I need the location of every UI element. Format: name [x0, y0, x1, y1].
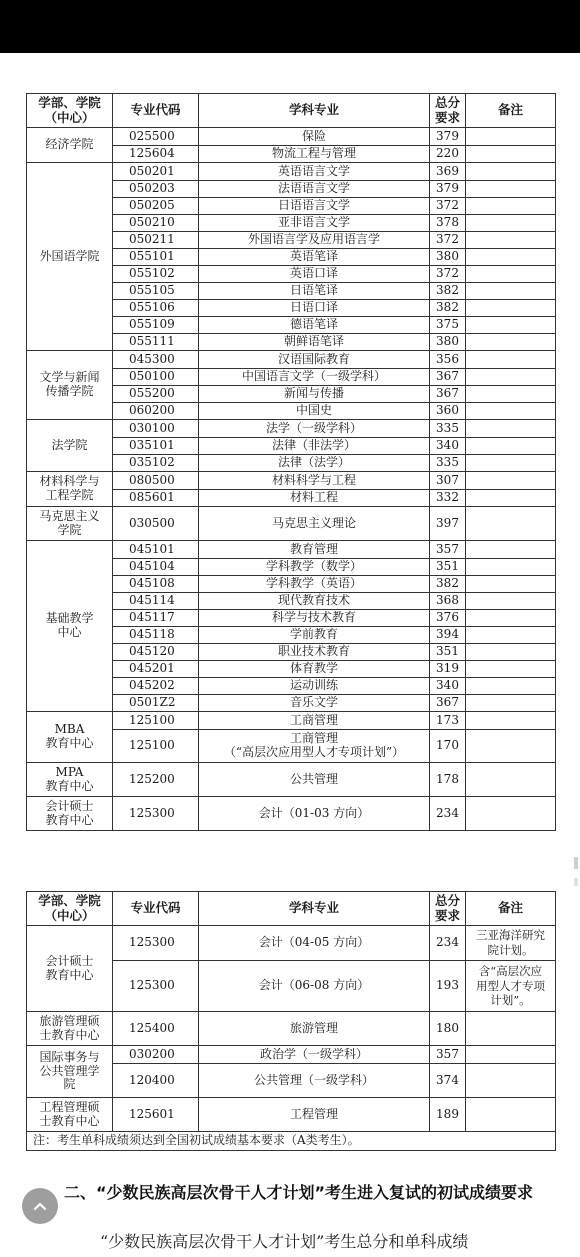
note-cell: [466, 644, 556, 661]
dept-cell: 会计硕士 教育中心: [27, 797, 113, 831]
score-cell: 178: [430, 763, 466, 797]
note-cell: [466, 541, 556, 559]
major-cell: 公共管理: [199, 763, 430, 797]
score-cell: 367: [430, 695, 466, 712]
table-row: [27, 351, 556, 369]
header-note: 备注: [466, 892, 556, 926]
note-cell: [466, 300, 556, 317]
dept-cell: 基础教学 中心: [27, 541, 113, 712]
major-cell: 日语口译: [199, 300, 430, 317]
section-paragraph: “少数民族高层次骨干人才计划”考生总分和单科成绩: [100, 1232, 469, 1251]
major-cell: 体育教学: [199, 661, 430, 678]
note-cell: [466, 146, 556, 163]
code-cell: 055200: [113, 386, 199, 403]
note-cell: [466, 455, 556, 472]
score-cell: 378: [430, 215, 466, 232]
header-major: 学科专业: [199, 892, 430, 926]
major-cell: 材料科学与工程: [199, 472, 430, 490]
major-cell: 旅游管理: [199, 1012, 430, 1046]
note-cell: [466, 1064, 556, 1098]
major-cell: 汉语国际教育: [199, 351, 430, 369]
code-cell: 055101: [113, 249, 199, 266]
code-cell: 045104: [113, 559, 199, 576]
score-cell: 356: [430, 351, 466, 369]
dept-cell: 法学院: [27, 420, 113, 472]
dept-cell: 材料科学与 工程学院: [27, 472, 113, 507]
score-cell: 234: [430, 797, 466, 831]
major-cell: 物流工程与管理: [199, 146, 430, 163]
score-cell: 372: [430, 232, 466, 249]
scroll-indicator-secondary: [574, 878, 578, 886]
major-cell: 会计（01-03 方向）: [199, 797, 430, 831]
note-cell: 三亚海洋研究 院计划。: [466, 926, 556, 961]
score-cell: 376: [430, 610, 466, 627]
note-cell: [466, 163, 556, 181]
note-cell: [466, 490, 556, 507]
note-cell: [466, 507, 556, 541]
note-cell: [466, 627, 556, 644]
note-cell: [466, 266, 556, 283]
code-cell: 080500: [113, 472, 199, 490]
note-cell: [466, 420, 556, 438]
major-cell: 公共管理（一级学科）: [199, 1064, 430, 1098]
score-cell: 234: [430, 926, 466, 961]
score-cell: 340: [430, 438, 466, 455]
header-row: [27, 892, 556, 926]
code-cell: 050210: [113, 215, 199, 232]
major-cell: 英语语言文学: [199, 163, 430, 181]
note-cell: [466, 232, 556, 249]
score-table-2: [26, 891, 556, 1151]
code-cell: 045117: [113, 610, 199, 627]
score-cell: 351: [430, 559, 466, 576]
note-cell: [466, 1046, 556, 1064]
score-cell: 193: [430, 961, 466, 1012]
dept-cell: 外国语学院: [27, 163, 113, 351]
code-cell: 045202: [113, 678, 199, 695]
note-cell: [466, 797, 556, 831]
code-cell: 125100: [113, 712, 199, 730]
major-cell: 中国史: [199, 403, 430, 420]
major-cell: 中国语言文学（一级学科）: [199, 369, 430, 386]
note-cell: [466, 678, 556, 695]
major-cell: 朝鲜语笔译: [199, 334, 430, 351]
score-cell: 375: [430, 317, 466, 334]
table-row: [27, 1046, 556, 1064]
major-cell: 政治学（一级学科）: [199, 1046, 430, 1064]
note-cell: [466, 215, 556, 232]
score-cell: 369: [430, 163, 466, 181]
score-cell: 180: [430, 1012, 466, 1046]
note-cell: [466, 712, 556, 730]
note-cell: [466, 730, 556, 763]
code-cell: 030500: [113, 507, 199, 541]
code-cell: 025500: [113, 128, 199, 146]
note-cell: [466, 1098, 556, 1132]
note-cell: [466, 403, 556, 420]
score-cell: 379: [430, 181, 466, 198]
major-cell: 工商管理: [199, 712, 430, 730]
code-cell: 120400: [113, 1064, 199, 1098]
note-cell: [466, 386, 556, 403]
score-cell: 372: [430, 266, 466, 283]
note-cell: [466, 369, 556, 386]
code-cell: 050211: [113, 232, 199, 249]
note-cell: [466, 661, 556, 678]
score-cell: 382: [430, 283, 466, 300]
score-cell: 189: [430, 1098, 466, 1132]
note-cell: [466, 198, 556, 215]
score-cell: 374: [430, 1064, 466, 1098]
major-cell: 法律（法学）: [199, 455, 430, 472]
major-cell: 法语语言文学: [199, 181, 430, 198]
note-cell: [466, 763, 556, 797]
score-cell: 332: [430, 490, 466, 507]
score-cell: 372: [430, 198, 466, 215]
score-cell: 380: [430, 249, 466, 266]
major-cell: 法律（非法学）: [199, 438, 430, 455]
major-cell: 保险: [199, 128, 430, 146]
major-cell: 工程管理: [199, 1098, 430, 1132]
note-cell: [466, 128, 556, 146]
note-cell: [466, 593, 556, 610]
major-cell: 科学与技术教育: [199, 610, 430, 627]
score-cell: 360: [430, 403, 466, 420]
code-cell: 045114: [113, 593, 199, 610]
major-cell: 日语语言文学: [199, 198, 430, 215]
score-cell: 170: [430, 730, 466, 763]
header-score: 总分 要求: [430, 94, 466, 128]
major-cell: 外国语言学及应用语言学: [199, 232, 430, 249]
major-cell: 马克思主义理论: [199, 507, 430, 541]
dept-cell: 国际事务与 公共管理学 院: [27, 1046, 113, 1098]
score-cell: 335: [430, 455, 466, 472]
table-row: [27, 1012, 556, 1046]
table-row: [27, 128, 556, 146]
major-cell: 日语笔译: [199, 283, 430, 300]
major-cell: 工商管理 （“高层次应用型人才专项计划”）: [199, 730, 430, 763]
major-cell: 学科教学（英语）: [199, 576, 430, 593]
code-cell: 045101: [113, 541, 199, 559]
dept-cell: 旅游管理硕 士教育中心: [27, 1012, 113, 1046]
note-cell: [466, 1012, 556, 1046]
header-score: 总分 要求: [430, 892, 466, 926]
dept-cell: 会计硕士 教育中心: [27, 926, 113, 1012]
score-cell: 351: [430, 644, 466, 661]
score-cell: 367: [430, 369, 466, 386]
code-cell: 045120: [113, 644, 199, 661]
major-cell: 学前教育: [199, 627, 430, 644]
code-cell: 045300: [113, 351, 199, 369]
code-cell: 085601: [113, 490, 199, 507]
dept-cell: 经济学院: [27, 128, 113, 163]
table-row: [27, 797, 556, 831]
score-cell: 220: [430, 146, 466, 163]
chevron-up-icon: [32, 1198, 48, 1214]
code-cell: 055102: [113, 266, 199, 283]
major-cell: 会计（06-08 方向）: [199, 961, 430, 1012]
score-cell: 335: [430, 420, 466, 438]
note-cell: 含“高层次应 用型人才专项 计划”。: [466, 961, 556, 1012]
score-cell: 357: [430, 1046, 466, 1064]
dept-cell: MPA 教育中心: [27, 763, 113, 797]
code-cell: 125400: [113, 1012, 199, 1046]
table-row: [27, 926, 556, 961]
note-cell: [466, 472, 556, 490]
score-cell: 394: [430, 627, 466, 644]
score-cell: 367: [430, 386, 466, 403]
note-cell: [466, 334, 556, 351]
major-cell: 新闻与传播: [199, 386, 430, 403]
note-cell: [466, 610, 556, 627]
header-dept: 学部、学院 （中心）: [27, 892, 113, 926]
major-cell: 学科教学（数学）: [199, 559, 430, 576]
code-cell: 035102: [113, 455, 199, 472]
code-cell: 050201: [113, 163, 199, 181]
note-cell: [466, 283, 556, 300]
header-dept: 学部、学院 （中心）: [27, 94, 113, 128]
score-table-1: [26, 93, 556, 831]
scroll-top-button[interactable]: [22, 1188, 58, 1224]
code-cell: 035101: [113, 438, 199, 455]
code-cell: 0501Z2: [113, 695, 199, 712]
major-cell: 法学（一级学科）: [199, 420, 430, 438]
score-cell: 397: [430, 507, 466, 541]
code-cell: 030100: [113, 420, 199, 438]
dept-cell: 工程管理硕 士教育中心: [27, 1098, 113, 1132]
code-cell: 125300: [113, 961, 199, 1012]
code-cell: 125100: [113, 730, 199, 763]
code-cell: 045118: [113, 627, 199, 644]
code-cell: 045108: [113, 576, 199, 593]
major-cell: 德语笔译: [199, 317, 430, 334]
score-cell: 380: [430, 334, 466, 351]
code-cell: 125300: [113, 926, 199, 961]
table-row: [27, 541, 556, 559]
code-cell: 125604: [113, 146, 199, 163]
table-row: [27, 472, 556, 490]
major-cell: 职业技术教育: [199, 644, 430, 661]
major-cell: 教育管理: [199, 541, 430, 559]
code-cell: 060200: [113, 403, 199, 420]
note-cell: [466, 181, 556, 198]
header-note: 备注: [466, 94, 556, 128]
major-cell: 材料工程: [199, 490, 430, 507]
code-cell: 055106: [113, 300, 199, 317]
score-cell: 173: [430, 712, 466, 730]
score-cell: 307: [430, 472, 466, 490]
header-code: 专业代码: [113, 94, 199, 128]
code-cell: 055105: [113, 283, 199, 300]
score-cell: 319: [430, 661, 466, 678]
score-cell: 340: [430, 678, 466, 695]
note-cell: [466, 576, 556, 593]
table-row: [27, 712, 556, 730]
note-cell: [466, 249, 556, 266]
footnote: 注：考生单科成绩须达到全国初试成绩基本要求（A类考生）。: [27, 1132, 556, 1151]
major-cell: 英语笔译: [199, 249, 430, 266]
code-cell: 055109: [113, 317, 199, 334]
table-row: [27, 507, 556, 541]
status-bar: [0, 0, 580, 53]
code-cell: 050100: [113, 369, 199, 386]
table-row: [27, 420, 556, 438]
note-cell: [466, 559, 556, 576]
major-cell: 运动训练: [199, 678, 430, 695]
note-cell: [466, 438, 556, 455]
score-cell: 382: [430, 300, 466, 317]
code-cell: 125200: [113, 763, 199, 797]
major-cell: 英语口译: [199, 266, 430, 283]
score-cell: 357: [430, 541, 466, 559]
header-major: 学科专业: [199, 94, 430, 128]
code-cell: 045201: [113, 661, 199, 678]
code-cell: 125300: [113, 797, 199, 831]
note-cell: [466, 317, 556, 334]
score-cell: 379: [430, 128, 466, 146]
header-code: 专业代码: [113, 892, 199, 926]
code-cell: 050203: [113, 181, 199, 198]
table-row: [27, 763, 556, 797]
table-row: [27, 1098, 556, 1132]
table-row: [27, 163, 556, 181]
dept-cell: 马克思主义 学院: [27, 507, 113, 541]
score-cell: 382: [430, 576, 466, 593]
major-cell: 会计（04-05 方向）: [199, 926, 430, 961]
note-cell: [466, 695, 556, 712]
dept-cell: MBA 教育中心: [27, 712, 113, 763]
note-cell: [466, 351, 556, 369]
scroll-indicator: [574, 857, 578, 869]
code-cell: 030200: [113, 1046, 199, 1064]
code-cell: 050205: [113, 198, 199, 215]
major-cell: 音乐文学: [199, 695, 430, 712]
dept-cell: 文学与新闻 传播学院: [27, 351, 113, 420]
header-row: [27, 94, 556, 128]
section-heading: 二、“少数民族高层次骨干人才计划”考生进入复试的初试成绩要求: [64, 1183, 534, 1202]
footnote-row: [27, 1132, 556, 1151]
code-cell: 125601: [113, 1098, 199, 1132]
major-cell: 亚非语言文学: [199, 215, 430, 232]
score-cell: 368: [430, 593, 466, 610]
major-cell: 现代教育技术: [199, 593, 430, 610]
code-cell: 055111: [113, 334, 199, 351]
